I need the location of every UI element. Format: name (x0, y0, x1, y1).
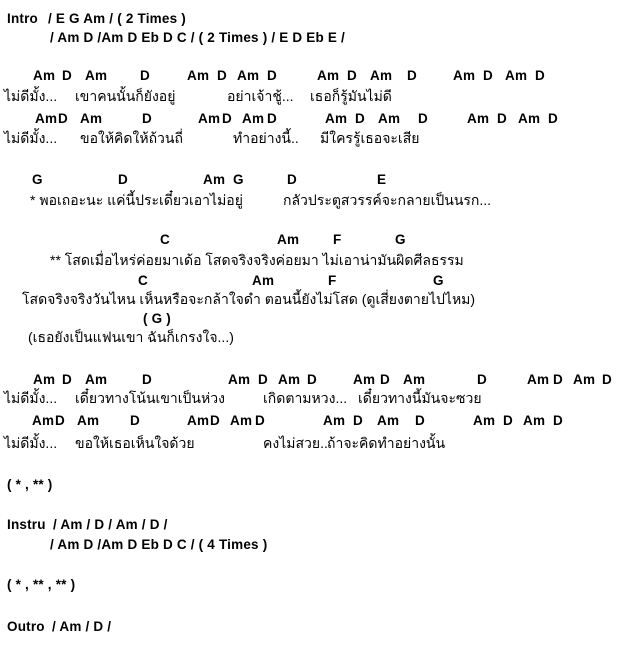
verse2-chord-line-2 (0, 413, 620, 433)
chord-symbol: Am (237, 68, 260, 83)
lyric-phrase: ทำอย่างนี้.. (233, 130, 299, 146)
chord-symbol: Am (573, 372, 596, 387)
lyric-phrase: * พอเถอะนะ แค่นี้ประเดี๋ยวเอาไม่อยู่ (30, 192, 243, 208)
chord-symbol: D (130, 413, 140, 428)
chord-symbol: D (307, 372, 317, 387)
instru-line-1 (0, 517, 620, 537)
chord-symbol: D (267, 68, 277, 83)
chord-symbol: Am (353, 372, 376, 387)
verse1-chord-line-1 (0, 68, 620, 88)
chorus-lyric-line-1 (0, 250, 620, 270)
chord-symbol: Am (77, 413, 100, 428)
section-label: ( * , ** ) (7, 477, 53, 492)
prechorus-chord-line (0, 172, 620, 192)
lyric-phrase: กลัวประตูสวรรค์จะกลายเป็นนรก... (283, 192, 492, 208)
chord-symbol: Am (323, 413, 346, 428)
repeat-marker-2 (0, 577, 620, 597)
section-label: / E G Am / ( 2 Times ) (48, 11, 186, 26)
chord-symbol: D (55, 413, 65, 428)
section-label: / Am D /Am D Eb D C / ( 4 Times ) (50, 537, 268, 552)
chord-symbol: Am (377, 413, 400, 428)
chord-symbol: D (497, 111, 507, 126)
chord-symbol: D (602, 372, 612, 387)
chord-symbol: D (380, 372, 390, 387)
lyric-phrase: ขอให้คิดให้ถ้วนถี่ (80, 130, 183, 146)
chord-symbol: Am (33, 68, 56, 83)
repeat-marker-1 (0, 477, 620, 497)
lyric-phrase: เธอก็รู้มันไม่ดี (310, 88, 392, 104)
chord-symbol: Am (527, 372, 550, 387)
chord-symbol: G (32, 172, 43, 187)
chord-symbol: D (418, 111, 428, 126)
chorus-lyric-line-2 (0, 289, 620, 309)
chord-symbol: Am (325, 111, 348, 126)
chord-symbol: Am (85, 68, 108, 83)
chord-symbol: G (395, 232, 406, 247)
chord-symbol: Am (278, 372, 301, 387)
chord-symbol: D (267, 111, 277, 126)
chord-symbol: Am (85, 372, 108, 387)
chord-symbol: Am (32, 413, 55, 428)
lyric-phrase: มีใครรู้เธอจะเสีย (320, 130, 420, 146)
chord-symbol: G (433, 273, 444, 288)
chord-symbol: D (142, 372, 152, 387)
chord-symbol: D (140, 68, 150, 83)
chord-symbol: Am (242, 111, 265, 126)
chord-symbol: Am (378, 111, 401, 126)
chord-symbol: Am (187, 68, 210, 83)
lyric-phrase: ไม่ดีมั้ง... (4, 435, 58, 451)
lyric-phrase: โสดจริงจริงวันไหน เห็นหรือจะกล้าใจดำ ตอนนี้ยังไม่โสด (ดูเสี่ยงตายไปไหม) (22, 291, 476, 307)
chord-symbol: Am (467, 111, 490, 126)
lyric-phrase: ** โสดเมื่อไหร่ค่อยมาเด้อ โสดจริงจริงค่อยมา ไม่เอาน่ามันผิดศีลธรรม (50, 252, 464, 268)
chord-symbol: F (333, 232, 342, 247)
lyric-phrase: เขาคนนั้นก็ยังอยู่ (75, 88, 176, 104)
lyric-phrase: (เธอยังเป็นแฟนเขา ฉันก็เกรงใจ...) (28, 329, 234, 345)
chord-symbol: C (160, 232, 170, 247)
chord-symbol: D (258, 372, 268, 387)
chord-symbol: Am (453, 68, 476, 83)
lyric-phrase: ไม่ดีมั้ง... (4, 130, 58, 146)
lyric-phrase: เกิดตามหวง... (263, 390, 348, 406)
lyric-phrase: คงไม่สวย.. (263, 435, 328, 451)
chord-symbol: D (210, 413, 220, 428)
chord-symbol: D (287, 172, 297, 187)
verse1-lyric-line-1 (0, 86, 620, 106)
section-label: ( * , ** , ** ) (7, 577, 76, 592)
section-label: / Am D /Am D Eb D C / ( 2 Times ) / E D Eb E / (50, 30, 346, 45)
chord-symbol: Am (33, 372, 56, 387)
chord-symbol: Am (523, 413, 546, 428)
chord-symbol: D (553, 372, 563, 387)
chord-symbol: D (535, 68, 545, 83)
chord-symbol: D (548, 111, 558, 126)
chord-symbol: Am (35, 111, 58, 126)
chord-symbol: Am (518, 111, 541, 126)
chord-symbol: G (233, 172, 244, 187)
section-label: Instru (7, 517, 46, 532)
verse1-lyric-line-2 (0, 128, 620, 148)
section-label: Outro (7, 619, 45, 634)
lyric-phrase: เดี๋ยวทางโน้นเขาเป็นห่วง (75, 390, 225, 406)
chord-symbol: D (222, 111, 232, 126)
outro-line (0, 619, 620, 639)
chord-symbol: Am (505, 68, 528, 83)
prechorus-lyric-line (0, 190, 620, 210)
lyric-phrase: เดี๋ยวทางนี้มันจะซวย (358, 390, 482, 406)
lyric-phrase: ไม่ดีมั้ง... (4, 390, 58, 406)
chorus-chord-line-1 (0, 232, 620, 252)
chord-symbol: D (255, 413, 265, 428)
chord-symbol: Am (230, 413, 253, 428)
intro-line-1 (0, 11, 620, 31)
chord-symbol: Am (80, 111, 103, 126)
chord-symbol: D (62, 68, 72, 83)
chord-symbol: Am (370, 68, 393, 83)
chord-symbol: D (353, 413, 363, 428)
chord-symbol: Am (403, 372, 426, 387)
chord-symbol: D (118, 172, 128, 187)
chord-symbol: Am (317, 68, 340, 83)
verse2-lyric-line-2 (0, 433, 620, 453)
chord-symbol: D (503, 413, 513, 428)
lyric-phrase: ถ้าจะคิดทำอย่างนั้น (327, 435, 446, 451)
chord-symbol: D (217, 68, 227, 83)
chord-symbol: Am (203, 172, 226, 187)
section-label: Intro (7, 11, 38, 26)
chord-symbol: D (355, 111, 365, 126)
chord-symbol: Am (187, 413, 210, 428)
chord-symbol: D (483, 68, 493, 83)
chord-symbol: E (377, 172, 387, 187)
chord-symbol: D (415, 413, 425, 428)
chord-symbol: C (138, 273, 148, 288)
chord-symbol: D (58, 111, 68, 126)
chord-symbol: D (62, 372, 72, 387)
section-label: / Am / D / Am / D / (53, 517, 168, 532)
verse2-lyric-line-1 (0, 388, 620, 408)
section-label: ( G ) (143, 311, 171, 326)
chord-symbol: F (328, 273, 337, 288)
intro-line-2 (0, 30, 620, 50)
chord-symbol: D (347, 68, 357, 83)
chord-symbol: Am (277, 232, 300, 247)
section-label: / Am / D / (52, 619, 112, 634)
instru-line-2 (0, 537, 620, 557)
chorus-lyric-line-3 (0, 327, 620, 347)
chord-symbol: D (407, 68, 417, 83)
lyric-phrase: อย่าเจ้าชู้... (227, 88, 294, 104)
chord-symbol: Am (473, 413, 496, 428)
chord-symbol: D (553, 413, 563, 428)
chord-symbol: D (477, 372, 487, 387)
chord-symbol: Am (252, 273, 275, 288)
lyric-phrase: ไม่ดีมั้ง... (4, 88, 58, 104)
chord-symbol: Am (228, 372, 251, 387)
lyric-phrase: ขอให้เธอเห็นใจด้วย (75, 435, 195, 451)
chord-symbol: D (142, 111, 152, 126)
chord-symbol: Am (198, 111, 221, 126)
